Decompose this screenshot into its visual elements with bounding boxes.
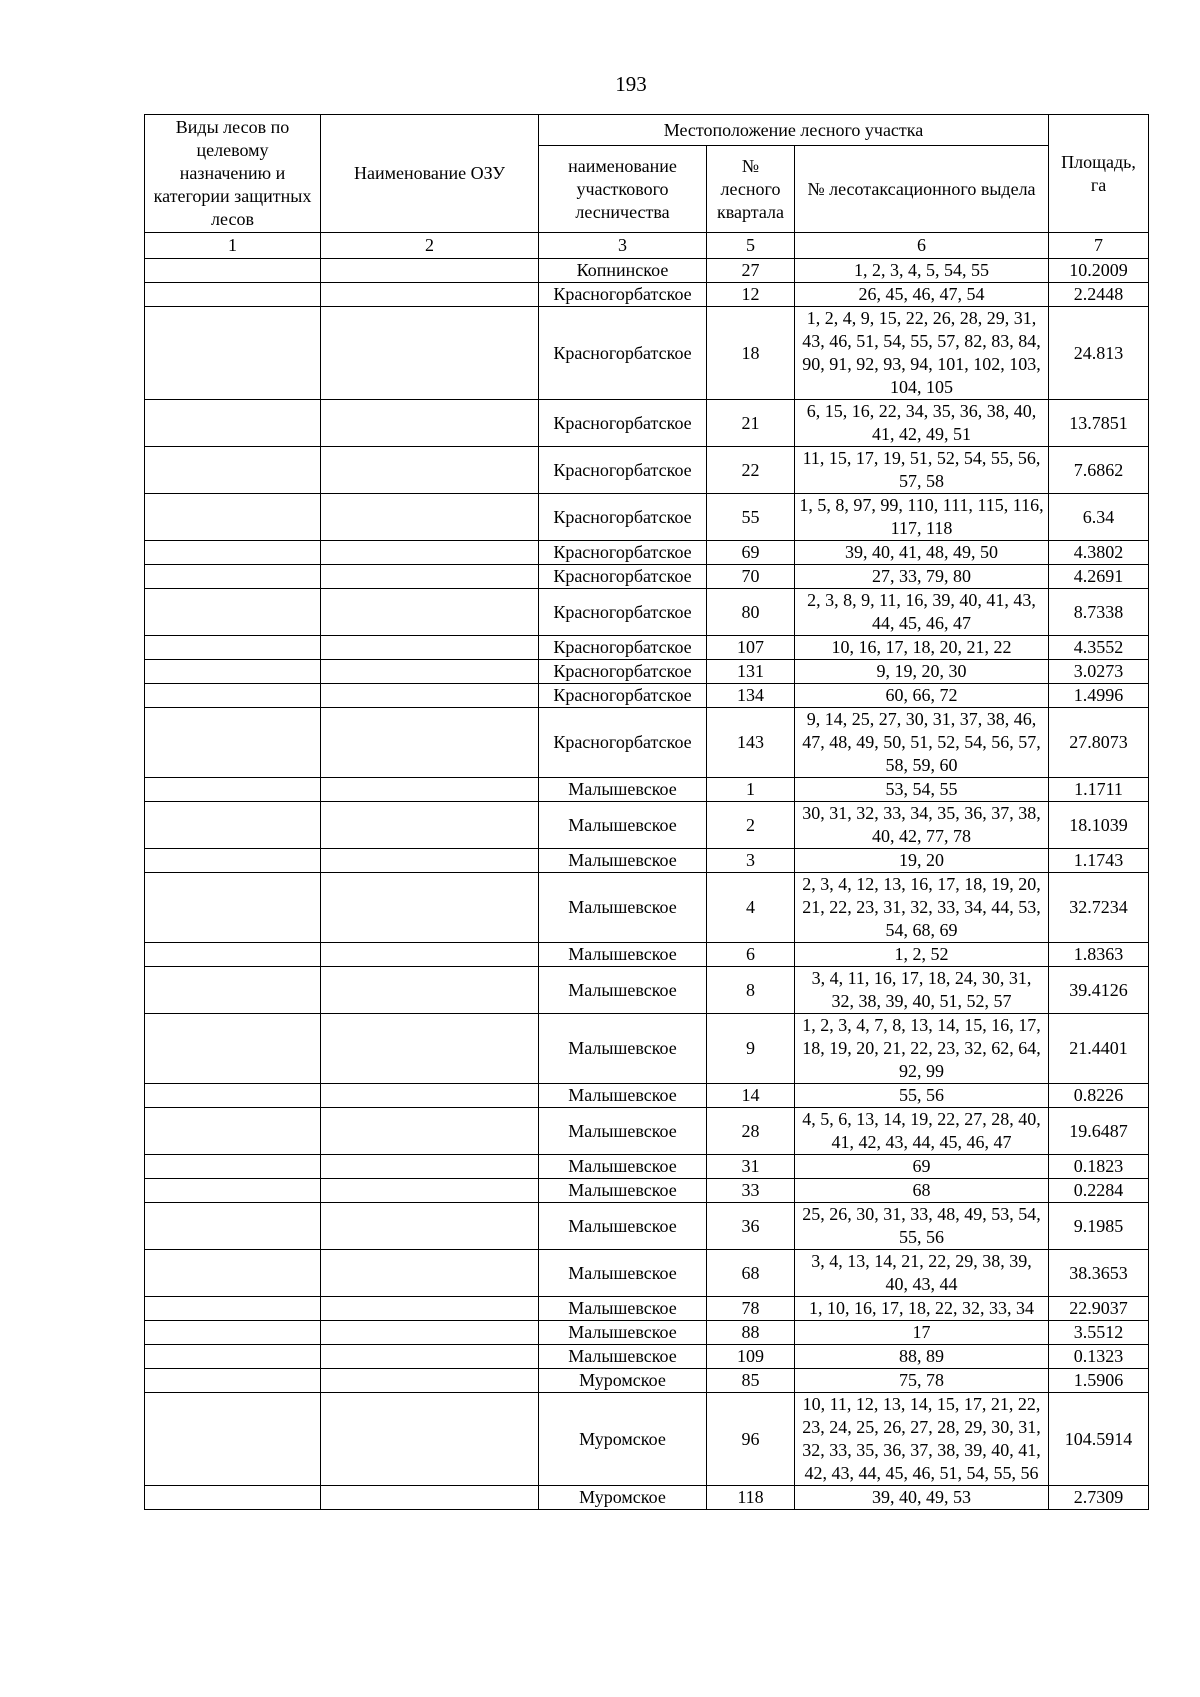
table-row xyxy=(145,1203,1149,1250)
plot-numbers-cell: 17 xyxy=(795,1321,1049,1345)
quarter-number-cell: 9 xyxy=(707,1014,795,1084)
quarter-number-cell: 143 xyxy=(707,708,795,778)
forestry-name-cell: Красногорбатское xyxy=(539,494,707,541)
column-number: 6 xyxy=(795,233,1049,259)
area-cell: 10.2009 xyxy=(1049,259,1149,283)
column-number: 7 xyxy=(1049,233,1149,259)
forestry-name-cell: Красногорбатское xyxy=(539,400,707,447)
forestry-name-cell: Малышевское xyxy=(539,1108,707,1155)
forestry-name-cell: Малышевское xyxy=(539,1321,707,1345)
forest-type-cell xyxy=(145,1014,321,1084)
area-cell: 0.1823 xyxy=(1049,1155,1149,1179)
plot-numbers-cell: 25, 26, 30, 31, 33, 48, 49, 53, 54, 55, 56 xyxy=(795,1203,1049,1250)
table-row xyxy=(145,1297,1149,1321)
area-cell: 8.7338 xyxy=(1049,589,1149,636)
forest-type-cell xyxy=(145,259,321,283)
table-row xyxy=(145,1179,1149,1203)
plot-numbers-cell: 75, 78 xyxy=(795,1369,1049,1393)
header-quarter-number: № лесного квартала xyxy=(707,146,795,233)
quarter-number-cell: 22 xyxy=(707,447,795,494)
area-cell: 104.5914 xyxy=(1049,1393,1149,1486)
plot-numbers-cell: 60, 66, 72 xyxy=(795,684,1049,708)
forest-type-cell xyxy=(145,541,321,565)
forest-type-cell xyxy=(145,1297,321,1321)
ozu-name-cell xyxy=(321,565,539,589)
forest-type-cell xyxy=(145,1108,321,1155)
forestry-name-cell: Красногорбатское xyxy=(539,636,707,660)
table-row xyxy=(145,849,1149,873)
forest-type-cell xyxy=(145,849,321,873)
forest-type-cell xyxy=(145,589,321,636)
forest-type-cell xyxy=(145,943,321,967)
plot-numbers-cell: 11, 15, 17, 19, 51, 52, 54, 55, 56, 57, 58 xyxy=(795,447,1049,494)
quarter-number-cell: 96 xyxy=(707,1393,795,1486)
plot-numbers-cell: 1, 10, 16, 17, 18, 22, 32, 33, 34 xyxy=(795,1297,1049,1321)
ozu-name-cell xyxy=(321,1393,539,1486)
forest-type-cell xyxy=(145,447,321,494)
forest-type-cell xyxy=(145,967,321,1014)
quarter-number-cell: 55 xyxy=(707,494,795,541)
plot-numbers-cell: 4, 5, 6, 13, 14, 19, 22, 27, 28, 40, 41, 42, 43, 44, 45, 46, 47 xyxy=(795,1108,1049,1155)
table-row xyxy=(145,259,1149,283)
forestry-name-cell: Красногорбатское xyxy=(539,589,707,636)
quarter-number-cell: 8 xyxy=(707,967,795,1014)
quarter-number-cell: 31 xyxy=(707,1155,795,1179)
column-number: 3 xyxy=(539,233,707,259)
forestry-name-cell: Малышевское xyxy=(539,802,707,849)
area-cell: 1.1743 xyxy=(1049,849,1149,873)
area-cell: 0.1323 xyxy=(1049,1345,1149,1369)
forest-type-cell xyxy=(145,307,321,400)
table-row xyxy=(145,1393,1149,1486)
plot-numbers-cell: 30, 31, 32, 33, 34, 35, 36, 37, 38, 40, 42, 77, 78 xyxy=(795,802,1049,849)
ozu-name-cell xyxy=(321,849,539,873)
quarter-number-cell: 85 xyxy=(707,1369,795,1393)
ozu-name-cell xyxy=(321,1155,539,1179)
ozu-name-cell xyxy=(321,1486,539,1510)
header-location-group: Местоположение лесного участка xyxy=(539,115,1049,146)
table-row xyxy=(145,1321,1149,1345)
table-row xyxy=(145,1155,1149,1179)
area-cell: 27.8073 xyxy=(1049,708,1149,778)
plot-numbers-cell: 69 xyxy=(795,1155,1049,1179)
area-cell: 9.1985 xyxy=(1049,1203,1149,1250)
plot-numbers-cell: 19, 20 xyxy=(795,849,1049,873)
ozu-name-cell xyxy=(321,589,539,636)
ozu-name-cell xyxy=(321,541,539,565)
table-row xyxy=(145,1486,1149,1510)
area-cell: 22.9037 xyxy=(1049,1297,1149,1321)
header-plot-number: № лесотаксационного выдела xyxy=(795,146,1049,233)
forest-type-cell xyxy=(145,802,321,849)
forestry-name-cell: Малышевское xyxy=(539,1155,707,1179)
plot-numbers-cell: 1, 2, 3, 4, 5, 54, 55 xyxy=(795,259,1049,283)
table-row xyxy=(145,708,1149,778)
area-cell: 2.7309 xyxy=(1049,1486,1149,1510)
forest-plots-table xyxy=(144,114,1149,1510)
forestry-name-cell: Малышевское xyxy=(539,1179,707,1203)
table-row xyxy=(145,967,1149,1014)
ozu-name-cell xyxy=(321,873,539,943)
plot-numbers-cell: 39, 40, 49, 53 xyxy=(795,1486,1049,1510)
area-cell: 6.34 xyxy=(1049,494,1149,541)
quarter-number-cell: 80 xyxy=(707,589,795,636)
forestry-name-cell: Малышевское xyxy=(539,849,707,873)
plot-numbers-cell: 3, 4, 13, 14, 21, 22, 29, 38, 39, 40, 43, 44 xyxy=(795,1250,1049,1297)
table-row xyxy=(145,541,1149,565)
plot-numbers-cell: 6, 15, 16, 22, 34, 35, 36, 38, 40, 41, 42, 49, 51 xyxy=(795,400,1049,447)
area-cell: 39.4126 xyxy=(1049,967,1149,1014)
forestry-name-cell: Малышевское xyxy=(539,1084,707,1108)
column-number: 5 xyxy=(707,233,795,259)
forestry-name-cell: Малышевское xyxy=(539,1203,707,1250)
forest-type-cell xyxy=(145,1203,321,1250)
ozu-name-cell xyxy=(321,259,539,283)
forest-type-cell xyxy=(145,494,321,541)
forest-type-cell xyxy=(145,1084,321,1108)
quarter-number-cell: 107 xyxy=(707,636,795,660)
quarter-number-cell: 3 xyxy=(707,849,795,873)
forestry-name-cell: Малышевское xyxy=(539,778,707,802)
area-cell: 4.3552 xyxy=(1049,636,1149,660)
plot-numbers-cell: 10, 16, 17, 18, 20, 21, 22 xyxy=(795,636,1049,660)
area-cell: 18.1039 xyxy=(1049,802,1149,849)
forestry-name-cell: Красногорбатское xyxy=(539,708,707,778)
quarter-number-cell: 28 xyxy=(707,1108,795,1155)
table-row xyxy=(145,778,1149,802)
quarter-number-cell: 1 xyxy=(707,778,795,802)
table-row xyxy=(145,494,1149,541)
area-cell: 1.1711 xyxy=(1049,778,1149,802)
header-column-numbers xyxy=(145,233,1149,259)
table-row xyxy=(145,873,1149,943)
area-cell: 38.3653 xyxy=(1049,1250,1149,1297)
forest-type-cell xyxy=(145,708,321,778)
forest-type-cell xyxy=(145,1345,321,1369)
ozu-name-cell xyxy=(321,636,539,660)
quarter-number-cell: 134 xyxy=(707,684,795,708)
ozu-name-cell xyxy=(321,1014,539,1084)
forest-type-cell xyxy=(145,636,321,660)
table-row xyxy=(145,1014,1149,1084)
plot-numbers-cell: 53, 54, 55 xyxy=(795,778,1049,802)
forestry-name-cell: Красногорбатское xyxy=(539,541,707,565)
quarter-number-cell: 14 xyxy=(707,1084,795,1108)
area-cell: 24.813 xyxy=(1049,307,1149,400)
header-ozu-name: Наименование ОЗУ xyxy=(321,115,539,233)
ozu-name-cell xyxy=(321,1321,539,1345)
plot-numbers-cell: 9, 14, 25, 27, 30, 31, 37, 38, 46, 47, 48, 49, 50, 51, 52, 54, 56, 57, 58, 59, 60 xyxy=(795,708,1049,778)
forestry-name-cell: Красногорбатское xyxy=(539,283,707,307)
forestry-name-cell: Малышевское xyxy=(539,943,707,967)
ozu-name-cell xyxy=(321,307,539,400)
plot-numbers-cell: 3, 4, 11, 16, 17, 18, 24, 30, 31, 32, 38, 39, 40, 51, 52, 57 xyxy=(795,967,1049,1014)
ozu-name-cell xyxy=(321,778,539,802)
quarter-number-cell: 68 xyxy=(707,1250,795,1297)
forest-type-cell xyxy=(145,1250,321,1297)
ozu-name-cell xyxy=(321,660,539,684)
ozu-name-cell xyxy=(321,1203,539,1250)
table-row xyxy=(145,447,1149,494)
forest-type-cell xyxy=(145,1393,321,1486)
table-row xyxy=(145,565,1149,589)
ozu-name-cell xyxy=(321,1250,539,1297)
forestry-name-cell: Муромское xyxy=(539,1393,707,1486)
table-row xyxy=(145,400,1149,447)
area-cell: 3.5512 xyxy=(1049,1321,1149,1345)
forest-type-cell xyxy=(145,400,321,447)
ozu-name-cell xyxy=(321,400,539,447)
forest-type-cell xyxy=(145,873,321,943)
plot-numbers-cell: 1, 2, 52 xyxy=(795,943,1049,967)
quarter-number-cell: 33 xyxy=(707,1179,795,1203)
forestry-name-cell: Малышевское xyxy=(539,1250,707,1297)
forestry-name-cell: Копнинское xyxy=(539,259,707,283)
area-cell: 19.6487 xyxy=(1049,1108,1149,1155)
forestry-name-cell: Малышевское xyxy=(539,1345,707,1369)
table-row xyxy=(145,660,1149,684)
forest-type-cell xyxy=(145,1179,321,1203)
forestry-name-cell: Малышевское xyxy=(539,1014,707,1084)
plot-numbers-cell: 1, 5, 8, 97, 99, 110, 111, 115, 116, 117, 118 xyxy=(795,494,1049,541)
forest-type-cell xyxy=(145,660,321,684)
plot-numbers-cell: 68 xyxy=(795,1179,1049,1203)
column-number: 1 xyxy=(145,233,321,259)
quarter-number-cell: 6 xyxy=(707,943,795,967)
ozu-name-cell xyxy=(321,943,539,967)
quarter-number-cell: 12 xyxy=(707,283,795,307)
ozu-name-cell xyxy=(321,494,539,541)
area-cell: 0.2284 xyxy=(1049,1179,1149,1203)
quarter-number-cell: 2 xyxy=(707,802,795,849)
area-cell: 4.3802 xyxy=(1049,541,1149,565)
plot-numbers-cell: 88, 89 xyxy=(795,1345,1049,1369)
area-cell: 21.4401 xyxy=(1049,1014,1149,1084)
quarter-number-cell: 118 xyxy=(707,1486,795,1510)
ozu-name-cell xyxy=(321,447,539,494)
area-cell: 0.8226 xyxy=(1049,1084,1149,1108)
table-row xyxy=(145,589,1149,636)
plot-numbers-cell: 10, 11, 12, 13, 14, 15, 17, 21, 22, 23, 24, 25, 26, 27, 28, 29, 30, 31, 32, 33, 35, 36, 37, 38, 39, 40, 41, 42, 43, 44, 45, 46, 51, 54, 55, 56 xyxy=(795,1393,1049,1486)
area-cell: 32.7234 xyxy=(1049,873,1149,943)
area-cell: 2.2448 xyxy=(1049,283,1149,307)
quarter-number-cell: 109 xyxy=(707,1345,795,1369)
plot-numbers-cell: 9, 19, 20, 30 xyxy=(795,660,1049,684)
table-row xyxy=(145,684,1149,708)
forestry-name-cell: Красногорбатское xyxy=(539,684,707,708)
quarter-number-cell: 21 xyxy=(707,400,795,447)
forest-type-cell xyxy=(145,1369,321,1393)
table-row xyxy=(145,1369,1149,1393)
column-number: 2 xyxy=(321,233,539,259)
forest-type-cell xyxy=(145,778,321,802)
ozu-name-cell xyxy=(321,283,539,307)
ozu-name-cell xyxy=(321,1345,539,1369)
plot-numbers-cell: 1, 2, 4, 9, 15, 22, 26, 28, 29, 31, 43, 46, 51, 54, 55, 57, 82, 83, 84, 90, 91, 92, 93, 94, 101, 102, 103, 104, 105 xyxy=(795,307,1049,400)
quarter-number-cell: 27 xyxy=(707,259,795,283)
table-row xyxy=(145,1250,1149,1297)
ozu-name-cell xyxy=(321,684,539,708)
forestry-name-cell: Красногорбатское xyxy=(539,565,707,589)
ozu-name-cell xyxy=(321,1084,539,1108)
forest-type-cell xyxy=(145,684,321,708)
plot-numbers-cell: 2, 3, 8, 9, 11, 16, 39, 40, 41, 43, 44, 45, 46, 47 xyxy=(795,589,1049,636)
page-number: 193 xyxy=(615,72,647,96)
table-row xyxy=(145,307,1149,400)
forestry-name-cell: Муромское xyxy=(539,1486,707,1510)
header-forestry-name: наименование участкового лесничества xyxy=(539,146,707,233)
quarter-number-cell: 78 xyxy=(707,1297,795,1321)
forestry-name-cell: Красногорбатское xyxy=(539,660,707,684)
table-body xyxy=(145,259,1149,1510)
quarter-number-cell: 36 xyxy=(707,1203,795,1250)
area-cell: 1.5906 xyxy=(1049,1369,1149,1393)
quarter-number-cell: 18 xyxy=(707,307,795,400)
area-cell: 3.0273 xyxy=(1049,660,1149,684)
area-cell: 7.6862 xyxy=(1049,447,1149,494)
plot-numbers-cell: 39, 40, 41, 48, 49, 50 xyxy=(795,541,1049,565)
ozu-name-cell xyxy=(321,1108,539,1155)
forestry-name-cell: Муромское xyxy=(539,1369,707,1393)
plot-numbers-cell: 1, 2, 3, 4, 7, 8, 13, 14, 15, 16, 17, 18, 19, 20, 21, 22, 23, 32, 62, 64, 92, 99 xyxy=(795,1014,1049,1084)
table-row xyxy=(145,1108,1149,1155)
ozu-name-cell xyxy=(321,967,539,1014)
ozu-name-cell xyxy=(321,1297,539,1321)
forest-type-cell xyxy=(145,1155,321,1179)
area-cell: 1.4996 xyxy=(1049,684,1149,708)
plot-numbers-cell: 26, 45, 46, 47, 54 xyxy=(795,283,1049,307)
table-row xyxy=(145,1084,1149,1108)
table-row xyxy=(145,283,1149,307)
area-cell: 13.7851 xyxy=(1049,400,1149,447)
area-cell: 1.8363 xyxy=(1049,943,1149,967)
forest-type-cell xyxy=(145,1486,321,1510)
forest-type-cell xyxy=(145,283,321,307)
forestry-name-cell: Красногорбатское xyxy=(539,307,707,400)
ozu-name-cell xyxy=(321,802,539,849)
forest-type-cell xyxy=(145,565,321,589)
quarter-number-cell: 4 xyxy=(707,873,795,943)
forestry-name-cell: Малышевское xyxy=(539,1297,707,1321)
forestry-name-cell: Красногорбатское xyxy=(539,447,707,494)
quarter-number-cell: 70 xyxy=(707,565,795,589)
area-cell: 4.2691 xyxy=(1049,565,1149,589)
ozu-name-cell xyxy=(321,708,539,778)
forest-type-cell xyxy=(145,1321,321,1345)
table-row xyxy=(145,1345,1149,1369)
plot-numbers-cell: 27, 33, 79, 80 xyxy=(795,565,1049,589)
plot-numbers-cell: 2, 3, 4, 12, 13, 16, 17, 18, 19, 20, 21, 22, 23, 31, 32, 33, 34, 44, 53, 54, 68, 69 xyxy=(795,873,1049,943)
forestry-name-cell: Малышевское xyxy=(539,873,707,943)
plot-numbers-cell: 55, 56 xyxy=(795,1084,1049,1108)
header-area: Площадь, га xyxy=(1049,115,1149,233)
table-row xyxy=(145,802,1149,849)
quarter-number-cell: 69 xyxy=(707,541,795,565)
header-forest-type: Виды лесов по целевому назначению и категории защитных лесов xyxy=(145,115,321,233)
forestry-name-cell: Малышевское xyxy=(539,967,707,1014)
quarter-number-cell: 88 xyxy=(707,1321,795,1345)
table-row xyxy=(145,636,1149,660)
table-header xyxy=(145,115,1149,259)
quarter-number-cell: 131 xyxy=(707,660,795,684)
ozu-name-cell xyxy=(321,1369,539,1393)
ozu-name-cell xyxy=(321,1179,539,1203)
table-row xyxy=(145,943,1149,967)
